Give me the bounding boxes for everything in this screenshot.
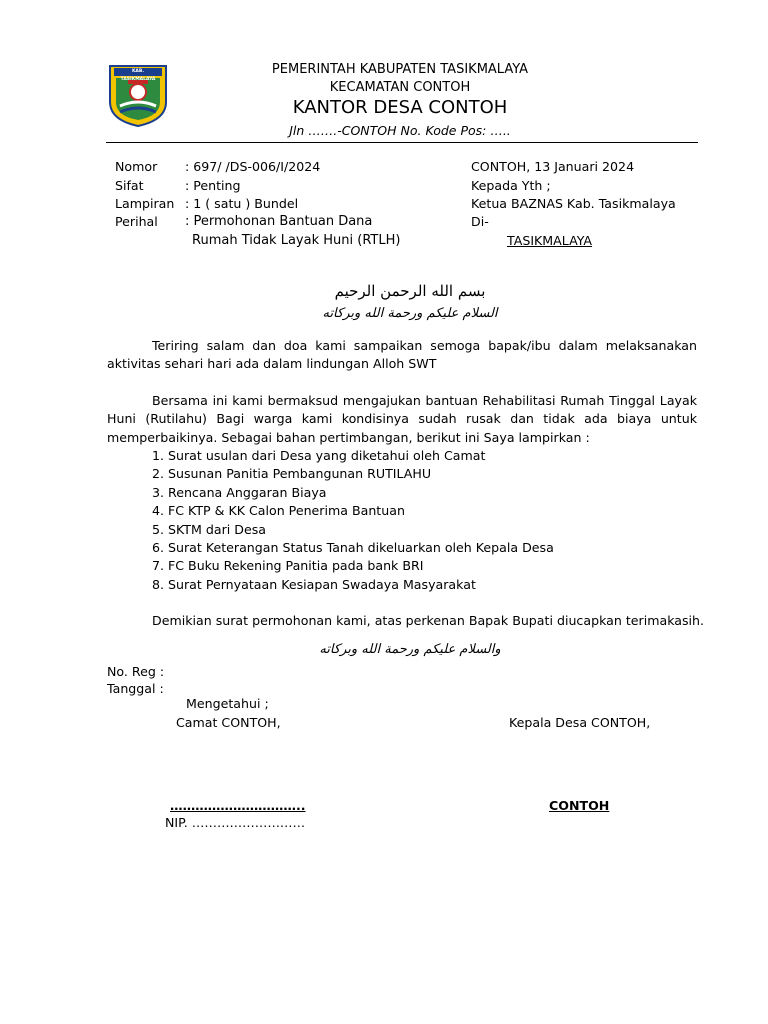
addressee-recipient: Ketua BAZNAS Kab. Tasikmalaya	[471, 196, 676, 211]
request-paragraph: Bersama ini kami bermaksud mengajukan bantuan Rehabilitasi Rumah Tinggal Layak Huni (Rutilahu) Bagi warga kami kondisinya sudah rusak dan tidak ada biaya untuk memperbaikinya. Sebagai bahan pertimbangan, berikut ini Saya lampirkan :	[107, 393, 697, 445]
greeting-paragraph: Teriring salam dan doa kami sampaikan semoga bapak/ibu dalam melaksanakan aktivitas sehari hari ada dalam lindungan Alloh SWT	[107, 338, 697, 372]
regency-logo	[106, 62, 170, 128]
district-name: KECAMATAN CONTOH	[329, 80, 471, 95]
camat-name: …………………………..	[170, 798, 306, 813]
perihal-value	[185, 213, 372, 231]
basmalah: بسم الله الرحمن الرحيم	[334, 282, 486, 300]
list-item: 6. Surat Keterangan Status Tanah dikeluarkan oleh Kepala Desa	[152, 540, 554, 556]
addressee-di: Di-	[471, 214, 489, 229]
list-item: 4. FC KTP & KK Calon Penerima Bantuan	[152, 503, 405, 519]
mengetahui-label: Mengetahui ;	[186, 696, 269, 711]
list-item: 1. Surat usulan dari Desa yang diketahui oleh Camat	[152, 448, 486, 463]
kades-name: CONTOH	[549, 798, 610, 813]
kades-title: Kepala Desa CONTOH,	[509, 715, 651, 730]
camat-title: Camat CONTOH,	[176, 715, 281, 730]
addressee-city: TASIKMALAYA	[507, 233, 593, 248]
list-item: 3. Rencana Anggaran Biaya	[152, 484, 327, 500]
closing-salam: والسلام عليكم ورحمة الله وبركاته	[319, 642, 501, 657]
list-item: 8. Surat Pernyataan Kesiapan Swadaya Masyarakat	[152, 576, 476, 592]
addressee-to: Kepada Yth ;	[471, 178, 551, 193]
nomor-value: : 697/ /DS-006/I/2024	[185, 159, 321, 174]
perihal-line2: Rumah Tidak Layak Huni (RTLH)	[192, 233, 401, 248]
opening-salam: السلام عليكم ورحمة الله وبركاته	[322, 306, 498, 321]
attachment-list	[152, 447, 554, 594]
sifat-value: : Penting	[185, 178, 241, 193]
tanggal-label: Tanggal :	[107, 681, 164, 696]
closing-paragraph: Demikian surat permohonan kami, atas perkenan Bapak Bupati diucapkan terimakasih.	[152, 613, 705, 628]
government-name: PEMERINTAH KABUPATEN TASIKMALAYA	[271, 62, 529, 77]
office-name: KANTOR DESA CONTOH	[292, 97, 508, 118]
lampiran-label: Lampiran	[115, 196, 175, 211]
perihal-label: Perihal	[115, 214, 158, 229]
camat-nip: NIP. ………………………	[165, 815, 306, 830]
list-item: 5. SKTM dari Desa	[152, 521, 266, 537]
sifat-label: Sifat	[115, 178, 144, 193]
logo-text: KAB. TASIKMALAYA	[120, 69, 156, 82]
lampiran-value: : 1 ( satu ) Bundel	[185, 196, 299, 211]
list-item: 7. FC Buku Rekening Panitia pada bank BRI	[152, 558, 424, 574]
letterhead-divider	[106, 142, 698, 143]
list-item: 2. Susunan Panitia Pembangunan RUTILAHU	[152, 466, 432, 482]
office-address: Jln …….-CONTOH No. Kode Pos: …..	[289, 123, 511, 138]
perihal-line1: Permohonan Bantuan Dana	[193, 214, 373, 229]
no-reg-label: No. Reg :	[107, 664, 165, 679]
perihal-colon: :	[185, 214, 194, 229]
place-date: CONTOH, 13 Januari 2024	[471, 159, 635, 174]
nomor-label: Nomor	[115, 159, 158, 174]
